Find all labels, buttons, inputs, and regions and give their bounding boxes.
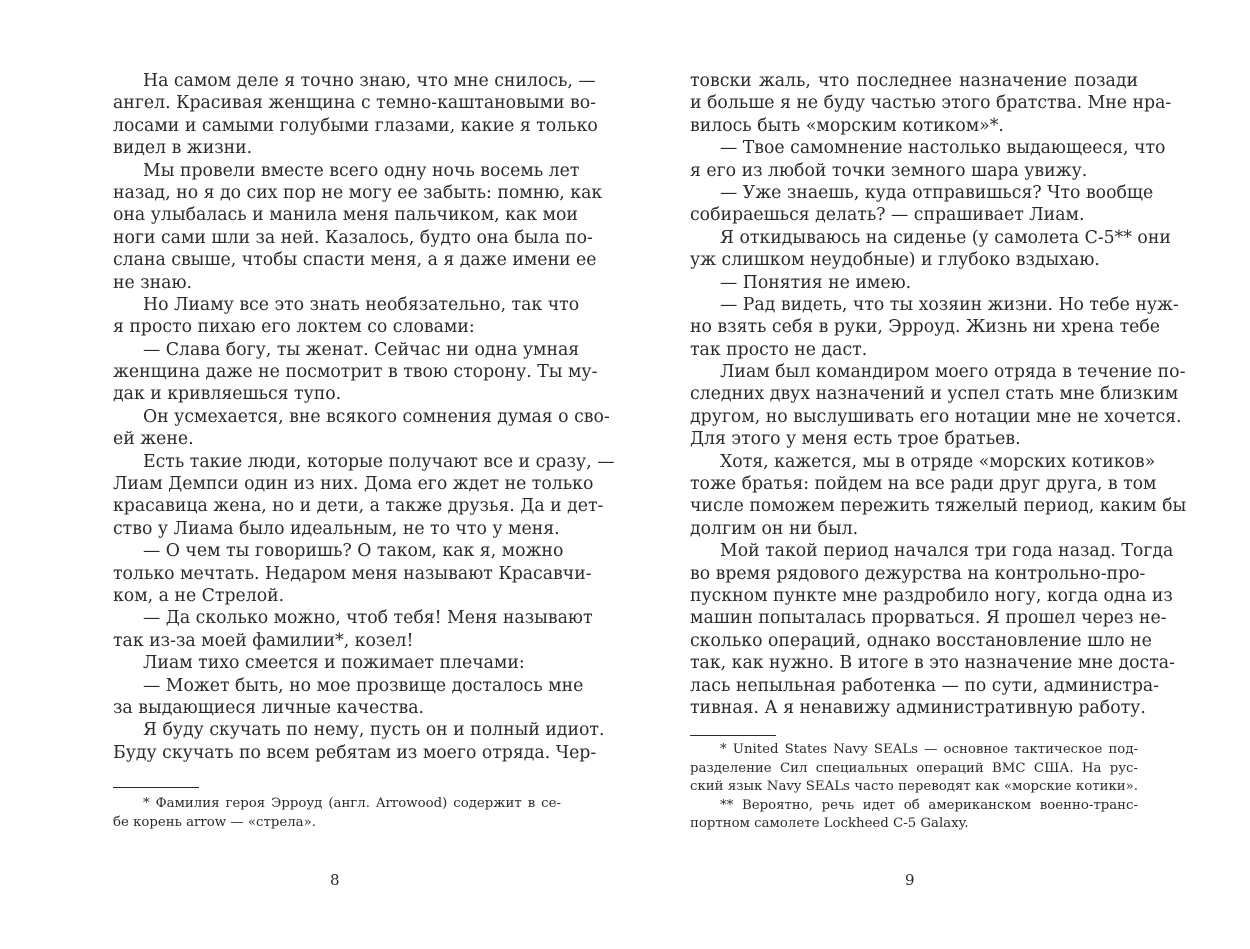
text-line: — Понятия не имею. [720,272,912,293]
text-line: Хотя, кажется, мы в отряде «морских котиков» [720,451,1156,472]
text-line: Он усмехается, вне всякого сомнения думая о сво- [143,406,610,427]
text-line: Мой такой период начался три года назад. Тогда [720,541,1174,562]
text-line: уж слишком неудобные) и глубоко вздыхаю. [690,250,1100,271]
text-line: Но Лиаму все это знать необязательно, так что [143,294,580,315]
text-line: сколько операций, однако восстановление шло не [690,630,1152,651]
text-line: ей жене. [113,429,194,450]
right-footnotes [690,741,1138,834]
text-line: следних двух назначений и успел стать мне близким [690,384,1179,405]
text-line: красавица жена, но и дети, а также друзья. Да и дет- [113,496,604,517]
text-line: и больше я не буду частью этого братства. Мне нра- [690,93,1172,114]
left-footnote-rule-wrap [113,779,199,794]
text-line: слана свыше, чтобы спасти меня, а я даже имени ее [113,250,597,271]
text-line: Для этого у меня есть трое братьев. [690,429,1021,450]
text-line: — Твое самомнение настолько выдающееся, что [720,138,1166,159]
footnote-line: * United States Navy SEALs — основное тактическое под- [720,742,1138,757]
left-page-number: 8 [330,871,340,889]
text-line: но взять себя в руки, Эрроуд. Жизнь ни хрена тебе [690,317,1161,338]
text-line: товски жаль, что последнее назначение позади [690,71,1138,91]
text-line: собираешься делать? — спрашивает Лиам. [690,205,1085,226]
text-line: Лиам тихо смеется и пожимает плечами: [143,653,525,674]
text-line: Лиам Демпси один из них. Дома его ждет не только [113,474,594,495]
left-footnote-rule [113,787,199,788]
text-line: не знаю. [113,272,193,293]
text-line: На самом деле я точно знаю, что мне снилось, — [143,71,596,91]
text-line: я его из любой точки земного шара увижу. [690,160,1088,181]
text-line: ноги сами шли за ней. Казалось, будто она была по- [113,227,593,248]
right-page-body [690,70,1187,719]
text-line: назад, но я до сих пор не могу ее забыть: помню, как [113,182,603,203]
text-line: ком, а не Стрелой. [113,585,285,606]
text-line: — Может быть, но мое прозвище досталось мне [143,675,584,696]
text-line: только мечтать. Недаром меня называют Красавчи- [113,563,592,584]
text-line: долгим он ни был. [690,518,859,539]
text-line: вилось быть «морским котиком»*. [690,115,1004,136]
text-line: Есть такие люди, которые получают все и сразу, — [143,451,615,472]
text-line: Мы провели вместе всего одну ночь восемь лет [143,160,580,181]
footnote-line: разделение Сил специальных операций ВМС США. На рус- [690,760,1138,776]
text-line: женщина даже не посмотрит в твою сторону. Ты му- [113,362,598,383]
footnote-line: * Фамилия героя Эрроуд (англ. Arrowood) содержит в се- [143,796,561,811]
text-line: Я буду скучать по нему, пусть он и полный идиот. [143,720,605,741]
text-line: лась непыльная работенка — по сути, администра- [690,675,1160,696]
text-line: машин попыталась прорваться. Я прошел через не- [690,608,1167,629]
text-line: тивная. А я ненавижу административную работу. [690,697,1146,718]
text-line: — Да сколько можно, чтоб тебя! Меня называют [143,608,593,629]
text-line: дак и кривляешься тупо. [113,384,342,405]
text-line: пускном пункте мне раздробило ногу, когда одна из [690,585,1173,606]
left-page-body [113,70,615,764]
text-line: — Уже знаешь, куда отправишься? Что вообще [720,182,1154,203]
right-page-number: 9 [905,871,915,889]
footnote-line: бе корень arrow — «стрела». [113,814,316,830]
text-line: Лиам был командиром моего отряда в течение по- [720,362,1186,383]
text-line: видел в жизни. [113,138,253,159]
text-line: так, как нужно. В итоге в это назначение мне доста- [690,653,1175,674]
text-line: тоже братья: пойдем на все ради друг друга, в том [690,474,1157,495]
text-line: так из-за моей фамилии*, козел! [113,630,414,651]
text-line: Я откидываюсь на сиденье (у самолета С-5** они [720,227,1171,248]
text-line: так просто не даст. [690,339,868,360]
left-footnotes [113,795,561,832]
footnote-line: ** Вероятно, речь идет об американском военно-транс- [720,797,1138,813]
text-line: я просто пихаю его локтем со словами: [113,317,475,338]
right-footnote-rule-wrap [690,727,776,742]
text-line: во время рядового дежурства на контрольно-про- [690,563,1146,584]
text-line: она улыбалась и манила меня пальчиком, как мои [113,205,578,226]
footnote-line: ский язык Navy SEALs часто переводят как «морские котики». [690,779,1138,795]
text-line: ангел. Красивая женщина с темно-каштановыми во- [113,93,596,114]
text-line: числе поможем пережить тяжелый период, каким бы [690,496,1187,517]
footnote-line: портном самолете Lockheed C-5 Galaxy. [690,816,969,832]
text-line: Буду скучать по всем ребятам из моего отряда. Чер- [113,742,597,763]
right-footnote-rule [690,735,776,736]
text-line: — О чем ты говоришь? О таком, как я, можно [143,541,564,562]
text-line: лосами и самыми голубыми глазами, какие я только [113,115,598,136]
text-line: — Слава богу, ты женат. Сейчас ни одна умная [143,339,580,360]
text-line: — Рад видеть, что ты хозяин жизни. Но тебе нуж- [720,294,1179,315]
text-line: ство у Лиама было идеальным, не то что у меня. [113,518,560,539]
text-line: за выдающиеся личные качества. [113,697,425,718]
text-line: другом, но выслушивать его нотации мне не хочется. [690,406,1182,427]
